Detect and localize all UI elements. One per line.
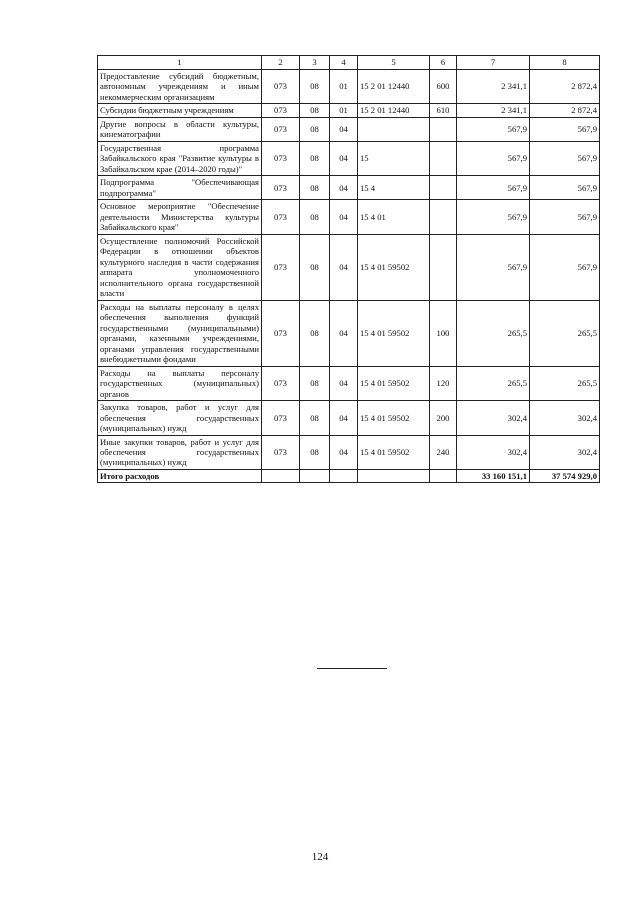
end-separator-line bbox=[317, 668, 387, 669]
row-name: Основное мероприятие "Обеспечение деятельности Министерства культуры Забайкальского края" bbox=[98, 200, 262, 234]
total-amount-col7: 33 160 151,1 bbox=[457, 469, 530, 482]
budget-table bbox=[97, 55, 600, 483]
expense-type-code: 120 bbox=[430, 366, 457, 400]
expense-type-code bbox=[430, 200, 457, 234]
header-cell: 1 bbox=[98, 56, 262, 70]
row-name: Закупка товаров, работ и услуг для обеспечения государственных (муниципальных) нужд bbox=[98, 401, 262, 435]
row-name: Подпрограмма "Обеспечивающая подпрограмма" bbox=[98, 176, 262, 200]
row-name: Расходы на выплаты персоналу государственных (муниципальных) органов bbox=[98, 366, 262, 400]
target-article-code: 15 2 01 12440 bbox=[358, 104, 430, 117]
amount-col8: 567,9 bbox=[530, 117, 600, 141]
expense-type-code: 100 bbox=[430, 300, 457, 366]
subsection-code: 04 bbox=[330, 366, 358, 400]
ministry-code: 073 bbox=[262, 300, 300, 366]
expense-type-code: 240 bbox=[430, 435, 457, 469]
ministry-code: 073 bbox=[262, 435, 300, 469]
subsection-code: 04 bbox=[330, 200, 358, 234]
amount-col7: 567,9 bbox=[457, 141, 530, 175]
table-row bbox=[98, 70, 600, 104]
row-name: Предоставление субсидий бюджетным, автономным учреждениям и иным некоммерческим организациям bbox=[98, 70, 262, 104]
empty-cell bbox=[358, 469, 430, 482]
table-row bbox=[98, 141, 600, 175]
empty-cell bbox=[330, 469, 358, 482]
subsection-code: 04 bbox=[330, 117, 358, 141]
amount-col7: 302,4 bbox=[457, 401, 530, 435]
section-code: 08 bbox=[300, 200, 330, 234]
empty-cell bbox=[262, 469, 300, 482]
header-cell: 6 bbox=[430, 56, 457, 70]
total-label: Итого расходов bbox=[98, 469, 262, 482]
header-cell: 3 bbox=[300, 56, 330, 70]
header-cell: 5 bbox=[358, 56, 430, 70]
ministry-code: 073 bbox=[262, 104, 300, 117]
section-code: 08 bbox=[300, 176, 330, 200]
amount-col8: 567,9 bbox=[530, 176, 600, 200]
table-row bbox=[98, 117, 600, 141]
amount-col7: 265,5 bbox=[457, 300, 530, 366]
target-article-code: 15 4 bbox=[358, 176, 430, 200]
table-row bbox=[98, 200, 600, 234]
row-name: Другие вопросы в области культуры, кинематографии bbox=[98, 117, 262, 141]
ministry-code: 073 bbox=[262, 117, 300, 141]
expense-type-code bbox=[430, 176, 457, 200]
header-cell: 2 bbox=[262, 56, 300, 70]
target-article-code: 15 4 01 59502 bbox=[358, 234, 430, 300]
table-row bbox=[98, 104, 600, 117]
header-cell: 4 bbox=[330, 56, 358, 70]
target-article-code: 15 4 01 59502 bbox=[358, 435, 430, 469]
subsection-code: 01 bbox=[330, 70, 358, 104]
ministry-code: 073 bbox=[262, 200, 300, 234]
amount-col8: 265,5 bbox=[530, 366, 600, 400]
amount-col8: 2 872,4 bbox=[530, 70, 600, 104]
table-row bbox=[98, 300, 600, 366]
expense-type-code bbox=[430, 117, 457, 141]
header-cell: 7 bbox=[457, 56, 530, 70]
table-row bbox=[98, 401, 600, 435]
section-code: 08 bbox=[300, 104, 330, 117]
subsection-code: 04 bbox=[330, 141, 358, 175]
amount-col7: 2 341,1 bbox=[457, 70, 530, 104]
ministry-code: 073 bbox=[262, 141, 300, 175]
ministry-code: 073 bbox=[262, 70, 300, 104]
table-row bbox=[98, 435, 600, 469]
target-article-code: 15 4 01 59502 bbox=[358, 366, 430, 400]
subsection-code: 04 bbox=[330, 435, 358, 469]
expense-type-code: 600 bbox=[430, 70, 457, 104]
row-name: Расходы на выплаты персоналу в целях обеспечения выполнения функций государственными (муниципальными) органами, казенными учреждениями, органами управления государственными внебюджетными фондами bbox=[98, 300, 262, 366]
amount-col8: 567,9 bbox=[530, 200, 600, 234]
target-article-code: 15 bbox=[358, 141, 430, 175]
amount-col7: 567,9 bbox=[457, 234, 530, 300]
ministry-code: 073 bbox=[262, 234, 300, 300]
header-cell: 8 bbox=[530, 56, 600, 70]
target-article-code: 15 2 01 12440 bbox=[358, 70, 430, 104]
amount-col8: 567,9 bbox=[530, 234, 600, 300]
row-name: Государственная программа Забайкальского края "Развитие культуры в Забайкальском крае (2014–2020 годы)" bbox=[98, 141, 262, 175]
amount-col8: 2 872,4 bbox=[530, 104, 600, 117]
table-row bbox=[98, 366, 600, 400]
amount-col8: 567,9 bbox=[530, 141, 600, 175]
section-code: 08 bbox=[300, 141, 330, 175]
header-row bbox=[98, 56, 600, 70]
section-code: 08 bbox=[300, 234, 330, 300]
target-article-code: 15 4 01 59502 bbox=[358, 300, 430, 366]
section-code: 08 bbox=[300, 401, 330, 435]
target-article-code: 15 4 01 bbox=[358, 200, 430, 234]
ministry-code: 073 bbox=[262, 401, 300, 435]
total-row bbox=[98, 469, 600, 482]
section-code: 08 bbox=[300, 117, 330, 141]
expense-type-code bbox=[430, 141, 457, 175]
amount-col7: 302,4 bbox=[457, 435, 530, 469]
section-code: 08 bbox=[300, 366, 330, 400]
amount-col8: 302,4 bbox=[530, 401, 600, 435]
expense-type-code: 200 bbox=[430, 401, 457, 435]
target-article-code: 15 4 01 59502 bbox=[358, 401, 430, 435]
row-name: Иные закупки товаров, работ и услуг для обеспечения государственных (муниципальных) нужд bbox=[98, 435, 262, 469]
table-row bbox=[98, 176, 600, 200]
empty-cell bbox=[300, 469, 330, 482]
expense-type-code bbox=[430, 234, 457, 300]
subsection-code: 01 bbox=[330, 104, 358, 117]
target-article-code bbox=[358, 117, 430, 141]
total-amount-col8: 37 574 929,0 bbox=[530, 469, 600, 482]
empty-cell bbox=[430, 469, 457, 482]
amount-col7: 2 341,1 bbox=[457, 104, 530, 117]
subsection-code: 04 bbox=[330, 176, 358, 200]
section-code: 08 bbox=[300, 435, 330, 469]
subsection-code: 04 bbox=[330, 300, 358, 366]
amount-col8: 265,5 bbox=[530, 300, 600, 366]
ministry-code: 073 bbox=[262, 176, 300, 200]
amount-col7: 567,9 bbox=[457, 176, 530, 200]
table-row bbox=[98, 234, 600, 300]
amount-col7: 567,9 bbox=[457, 117, 530, 141]
amount-col7: 265,5 bbox=[457, 366, 530, 400]
section-code: 08 bbox=[300, 70, 330, 104]
amount-col8: 302,4 bbox=[530, 435, 600, 469]
subsection-code: 04 bbox=[330, 401, 358, 435]
subsection-code: 04 bbox=[330, 234, 358, 300]
ministry-code: 073 bbox=[262, 366, 300, 400]
page-number: 124 bbox=[311, 851, 329, 863]
row-name: Субсидии бюджетным учреждениям bbox=[98, 104, 262, 117]
row-name: Осуществление полномочий Российской Федерации в отношении объектов культурного наследия в части содержания аппарата уполномоченного исполнительного органа государственной власти bbox=[98, 234, 262, 300]
expense-type-code: 610 bbox=[430, 104, 457, 117]
section-code: 08 bbox=[300, 300, 330, 366]
amount-col7: 567,9 bbox=[457, 200, 530, 234]
